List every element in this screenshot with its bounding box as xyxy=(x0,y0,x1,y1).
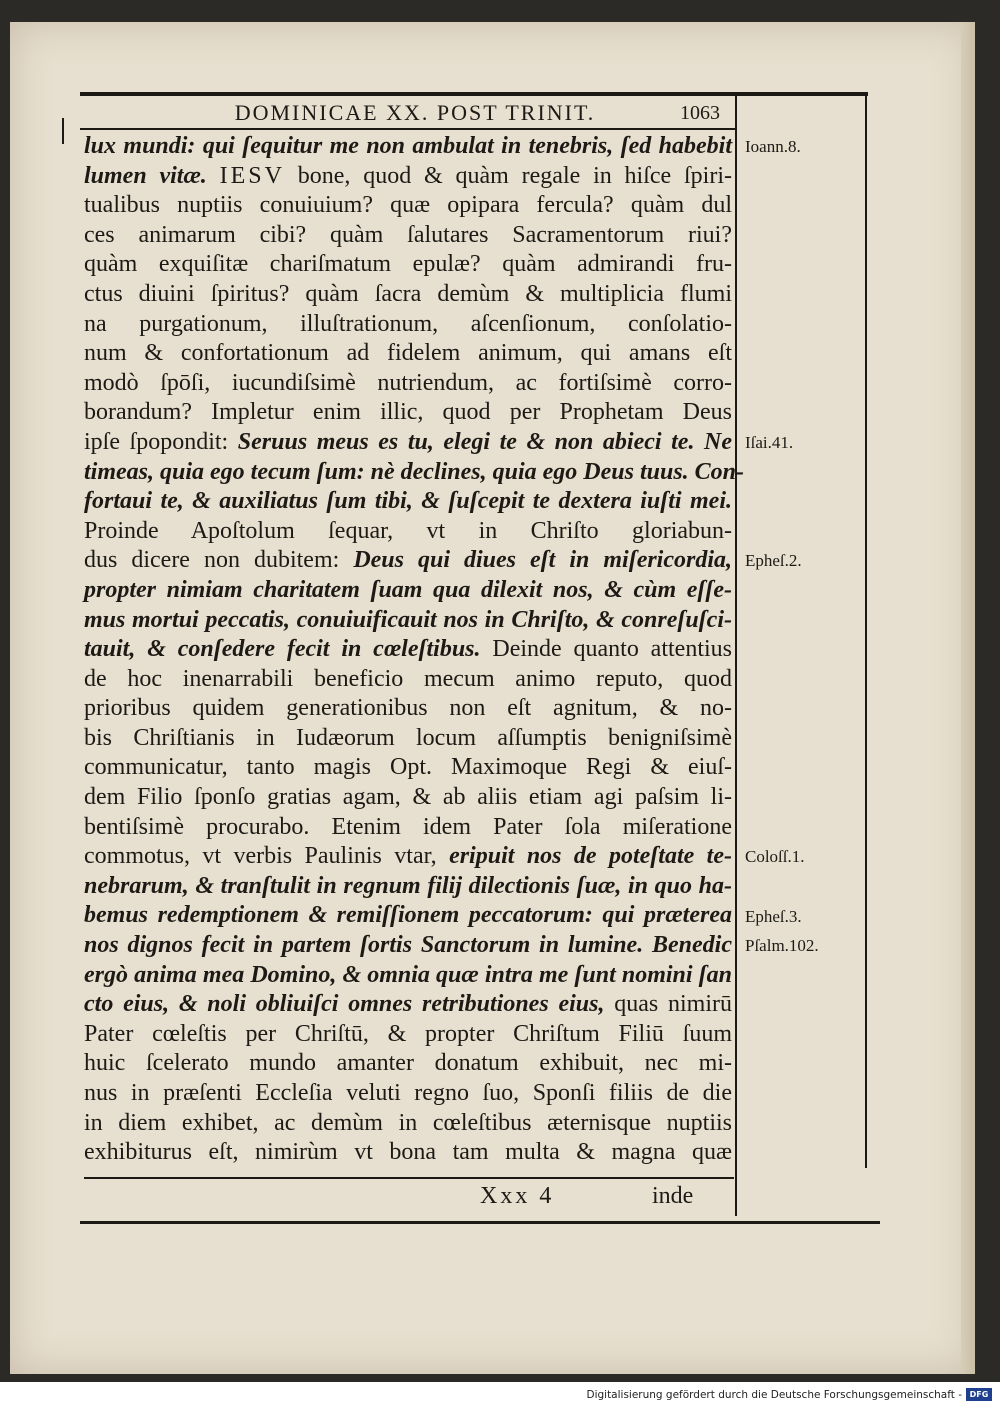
signature-mark: Xxx 4 xyxy=(480,1183,555,1209)
text-segment: tualibus nuptiis conuiuium? quæ opipara fercula? quàm dul xyxy=(84,192,732,219)
text-segment: dus dicere non dubitem: xyxy=(84,547,354,574)
text-line xyxy=(84,428,732,458)
italic-quotation: ergò anima mea Domino, & omnia quæ intra me ſunt nomini ſan xyxy=(84,961,732,988)
page-edge xyxy=(961,22,975,1374)
text-segment: nus in præſenti Eccleſia veluti regno ſuo, Sponſi filiis de die xyxy=(84,1080,732,1106)
text-line xyxy=(84,546,732,576)
column-rule xyxy=(735,96,737,1216)
italic-quotation: bemus redemptionem & remiſſionem peccatorum: qui præterea xyxy=(84,902,732,929)
text-line xyxy=(84,310,732,340)
body-text xyxy=(84,132,745,1168)
italic-quotation: mus mortui peccatis, conuiuificauit nos in Chriſto, & conreſuſci- xyxy=(84,606,732,633)
marginal-reference: Epheſ.3. xyxy=(745,906,802,926)
text-segment: Proinde Apoſtolum ſequar, vt in Chriſto gloriabun- xyxy=(84,517,732,544)
italic-quotation: lumen vitæ. xyxy=(84,162,220,189)
text-segment: IESV xyxy=(219,162,285,189)
text-segment: bentiſsimè procurabo. Etenim idem Pater ſola miſeratione xyxy=(84,813,732,840)
italic-quotation: eripuit nos de poteſtate te- xyxy=(449,843,732,870)
running-title: DOMINICAE XX. POST TRINIT. xyxy=(234,100,596,125)
text-segment: borandum? Impletur enim illic, quod per Prophetam Deus xyxy=(84,399,732,426)
text-line xyxy=(84,280,732,310)
italic-quotation: timeas, quia ego tecum ſum: nè declines, quia ego Deus tuus. Con- xyxy=(84,458,745,485)
text-line xyxy=(84,339,732,369)
credit-bar xyxy=(0,1382,1000,1408)
text-segment: bis Chriſtianis in Iudæorum locum aſſumptis benigniſsimè xyxy=(84,724,732,751)
text-line xyxy=(84,901,732,931)
italic-quotation: tauit, & conſedere fecit in cœleſtibus. xyxy=(84,636,493,663)
italic-quotation: propter nimiam charitatem ſuam qua dilexit nos, & cùm eſſe- xyxy=(84,576,732,603)
page-number: 1063 xyxy=(680,102,720,124)
marginal-reference: Iſai.41. xyxy=(745,433,794,452)
marginal-reference: Pſalm.102. xyxy=(745,936,819,956)
header-rule xyxy=(80,92,868,96)
text-line xyxy=(84,1079,732,1109)
text-line xyxy=(84,842,732,872)
text-line xyxy=(84,783,732,813)
text-segment: num & confortationum ad fidelem animum, qui amans eſt xyxy=(84,340,732,367)
text-segment: ctus diuini ſpiritus? quàm ſacra demùm & multiplicia flumi xyxy=(84,280,732,307)
text-segment: exhibiturus eſt, nimirùm vt bona tam multa & magna quæ xyxy=(84,1139,732,1166)
italic-quotation: lux mundi: qui ſequitur me non ambulat in tenebris, ſed habebit xyxy=(84,133,732,159)
text-line xyxy=(84,635,732,665)
text-line xyxy=(84,694,732,724)
text-line xyxy=(84,576,732,606)
dfg-logo: DFG xyxy=(966,1388,992,1401)
text-segment: ipſe ſpopondit: xyxy=(84,428,238,455)
italic-quotation: nos dignos fecit in partem ſortis Sanctorum in lumine. Benedic xyxy=(84,932,732,959)
left-margin-mark xyxy=(62,118,64,144)
text-line xyxy=(84,813,732,843)
text-line xyxy=(84,724,732,754)
marginal-reference: Coloſſ.1. xyxy=(745,847,805,867)
italic-quotation: fortaui te, & auxiliatus ſum tibi, & ſuſcepit te dextera iuſti mei. xyxy=(84,488,732,515)
text-line xyxy=(84,458,745,488)
text-segment: quas nimirū xyxy=(614,991,732,1018)
text-segment: quàm exquiſitæ chariſmatum epulæ? quàm admirandi fru- xyxy=(84,251,732,278)
text-segment: commotus, vt verbis Paulinis vtar, xyxy=(84,843,450,870)
credit-text: Digitalisierung gefördert durch die Deutsche Forschungsgemeinschaft - xyxy=(586,1389,962,1401)
text-line xyxy=(84,872,732,902)
footer-rule xyxy=(84,1177,734,1179)
text-line xyxy=(84,665,732,695)
text-line xyxy=(84,931,732,961)
text-line xyxy=(84,221,732,251)
text-line xyxy=(84,487,732,517)
text-segment: huic ſcelerato mundo amanter donatum exhibuit, nec mi- xyxy=(84,1050,732,1077)
text-line xyxy=(84,990,732,1020)
marginal-reference: Epheſ.2. xyxy=(745,551,802,571)
text-line xyxy=(84,191,732,221)
text-segment: bone, quod & quàm regale in hiſce ſpiri- xyxy=(284,162,732,189)
text-segment: in diem exhibet, ac demùm in cœleſtibus æternisque nuptiis xyxy=(84,1109,732,1136)
outer-margin-rule xyxy=(865,96,867,1168)
text-segment: prioribus quidem generationibus non eſt agnitum, & no- xyxy=(84,695,732,722)
marginal-reference: Ioann.8. xyxy=(745,137,801,156)
text-line xyxy=(84,517,732,547)
text-line xyxy=(84,132,732,162)
text-segment: communicatur, tanto magis Opt. Maximoque Regi & eiuſ- xyxy=(84,754,732,781)
text-line xyxy=(84,369,732,399)
text-segment: de hoc inenarrabili beneficio mecum animo reputo, quod xyxy=(84,665,732,692)
text-segment: ces animarum cibi? quàm ſalutares Sacramentorum riui? xyxy=(84,221,732,248)
text-segment: Pater cœleſtis per Chriſtū, & propter Chriſtum Filiū ſuum xyxy=(84,1020,732,1047)
text-segment: dem Filio ſponſo gratias agam, & ab aliis etiam agi paſsim li- xyxy=(84,784,732,811)
text-line xyxy=(84,1020,732,1050)
text-line xyxy=(84,162,732,192)
text-line xyxy=(84,1049,732,1079)
text-line xyxy=(84,398,732,428)
text-line xyxy=(84,250,732,280)
text-segment: modò ſpōſi, iucundiſsimè nutriendum, ac fortiſsimè corro- xyxy=(84,369,732,396)
text-segment: na purgationum, illuſtrationum, aſcenſionum, conſolatio- xyxy=(84,310,732,337)
text-line xyxy=(84,606,732,636)
header-underline xyxy=(80,128,735,130)
text-line xyxy=(84,961,732,991)
italic-quotation: Seruus meus es tu, elegi te & non abieci te. Ne xyxy=(237,428,732,455)
footer-border-rule xyxy=(80,1221,880,1224)
text-segment: Deinde quanto attentius xyxy=(492,636,732,663)
text-line xyxy=(84,753,732,783)
text-line xyxy=(84,1138,732,1168)
italic-quotation: Deus qui diues eſt in miſericordia, xyxy=(353,547,733,574)
italic-quotation: cto eius, & noli obliuiſci omnes retributiones eius, xyxy=(84,991,615,1018)
italic-quotation: nebrarum, & tranſtulit in regnum filij dilectionis ſuæ, in quo ha- xyxy=(84,872,732,899)
text-line xyxy=(84,1109,732,1139)
catchword: inde xyxy=(652,1183,694,1209)
